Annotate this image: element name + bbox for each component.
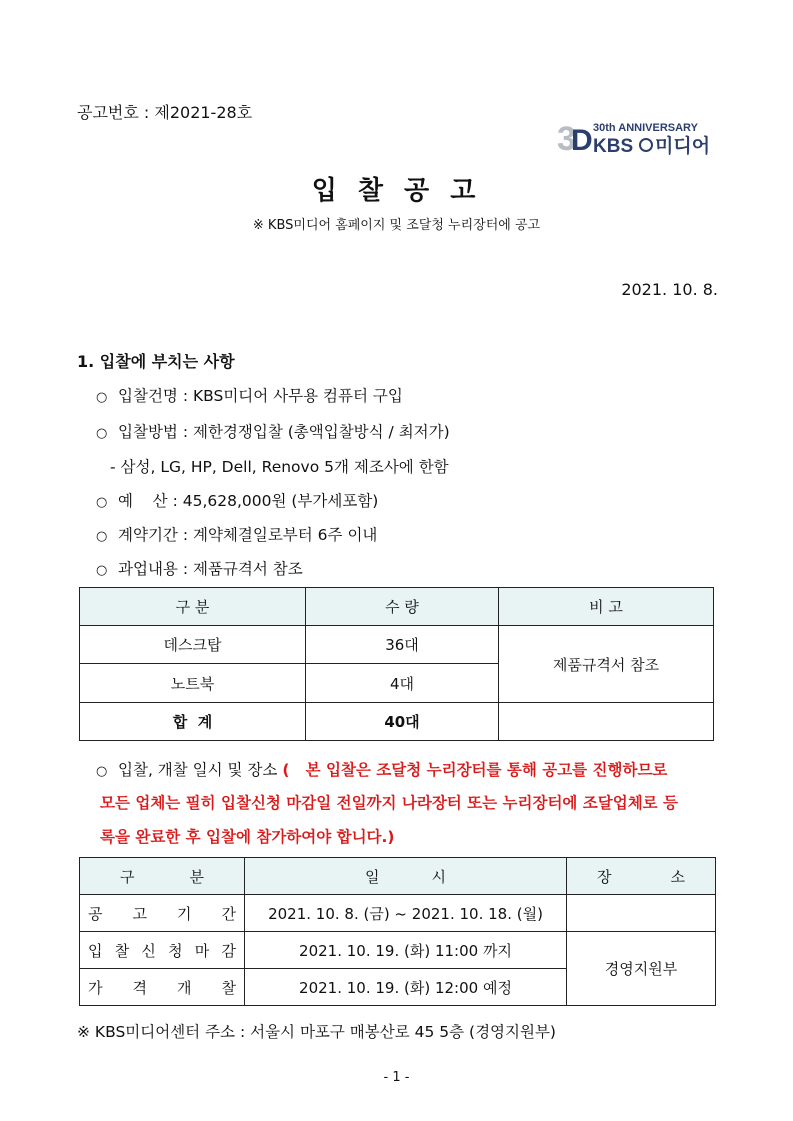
kbs-media-logo <box>553 118 721 158</box>
section-heading: 1. 입찰에 부치는 사항 <box>77 352 235 371</box>
list-item: ○ 예 산 : 45,628,000원 (부가세포함) <box>96 492 379 510</box>
items-table <box>79 587 714 741</box>
bullet-icon: ○ <box>96 390 108 405</box>
page-number: - 1 - <box>383 1070 410 1085</box>
header-category: 구 분 <box>80 588 306 626</box>
page-title: 입 찰 공 고 <box>311 176 482 206</box>
remarks-cell: 제품규격서 참조 <box>499 626 714 703</box>
table-total-row: 합 계 40대 <box>80 703 714 741</box>
address-note: ※ KBS미디어센터 주소 : 서울시 마포구 매봉산로 45 5층 (경영지원부) <box>77 1023 556 1041</box>
list-item: - 삼성, LG, HP, Dell, Renovo 5개 제조사에 한함 <box>110 458 449 476</box>
table-row: 공 고 기 간 2021. 10. 8. (금) ~ 2021. 10. 18. (월) <box>80 895 716 932</box>
warning-text: 모든 업체는 필히 입찰신청 마감일 전일까지 나라장터 또는 누리장터에 조달업체로 등 록을 완료한 후 입찰에 참가하여야 합니다.) <box>100 794 679 846</box>
page-subtitle: ※ KBS미디어 홈페이지 및 조달청 누리장터에 공고 <box>252 218 541 233</box>
bullet-icon: ○ <box>96 426 108 441</box>
list-item: ○ 계약기간 : 계약체결일로부터 6주 이내 <box>96 526 378 544</box>
table-row: 데스크탑 36대 제품규격서 참조 <box>80 626 714 664</box>
logo-kbs: KBS <box>593 136 634 157</box>
bullet-icon: ○ <box>96 529 108 544</box>
header-remarks: 비 고 <box>499 588 714 626</box>
logo-anniversary: 30th ANNIVERSARY <box>593 122 698 134</box>
list-item: ○ 입찰방법 : 제한경쟁입찰 (총액입찰방식 / 최저가) <box>96 423 450 441</box>
svg-text:3: 3 <box>557 120 576 158</box>
place-cell: 경영지원부 <box>567 932 716 1006</box>
table-header-row: 구 분 일 시 장 소 <box>80 858 716 895</box>
schedule-table <box>79 857 716 1006</box>
table-row: 노트북 4대 <box>80 664 714 703</box>
notice-date: 2021. 10. 8. <box>621 280 718 299</box>
header-quantity: 수 량 <box>306 588 499 626</box>
list-item: ○ 입찰건명 : KBS미디어 사무용 컴퓨터 구입 <box>96 387 403 405</box>
schedule-line: ○ 입찰, 개찰 일시 및 장소 ( 본 입찰은 조달청 누리장터를 통해 공고를 진행하므로 <box>96 761 668 779</box>
table-header-row <box>80 588 714 626</box>
list-item: ○ 과업내용 : 제품규격서 참조 <box>96 560 303 578</box>
bullet-icon: ○ <box>96 764 108 779</box>
bullet-icon: ○ <box>96 495 108 510</box>
bullet-icon: ○ <box>96 563 108 578</box>
svg-text:D: D <box>571 124 593 157</box>
logo-media: 미디어 <box>655 135 711 157</box>
notice-number: 공고번호 : 제2021-28호 <box>77 103 253 122</box>
table-row: 가 격 개 찰 2021. 10. 19. (화) 12:00 예정 <box>80 969 716 1006</box>
table-row: 입 찰 신 청 마 감 2021. 10. 19. (화) 11:00 까지 경영지원부 <box>80 932 716 969</box>
